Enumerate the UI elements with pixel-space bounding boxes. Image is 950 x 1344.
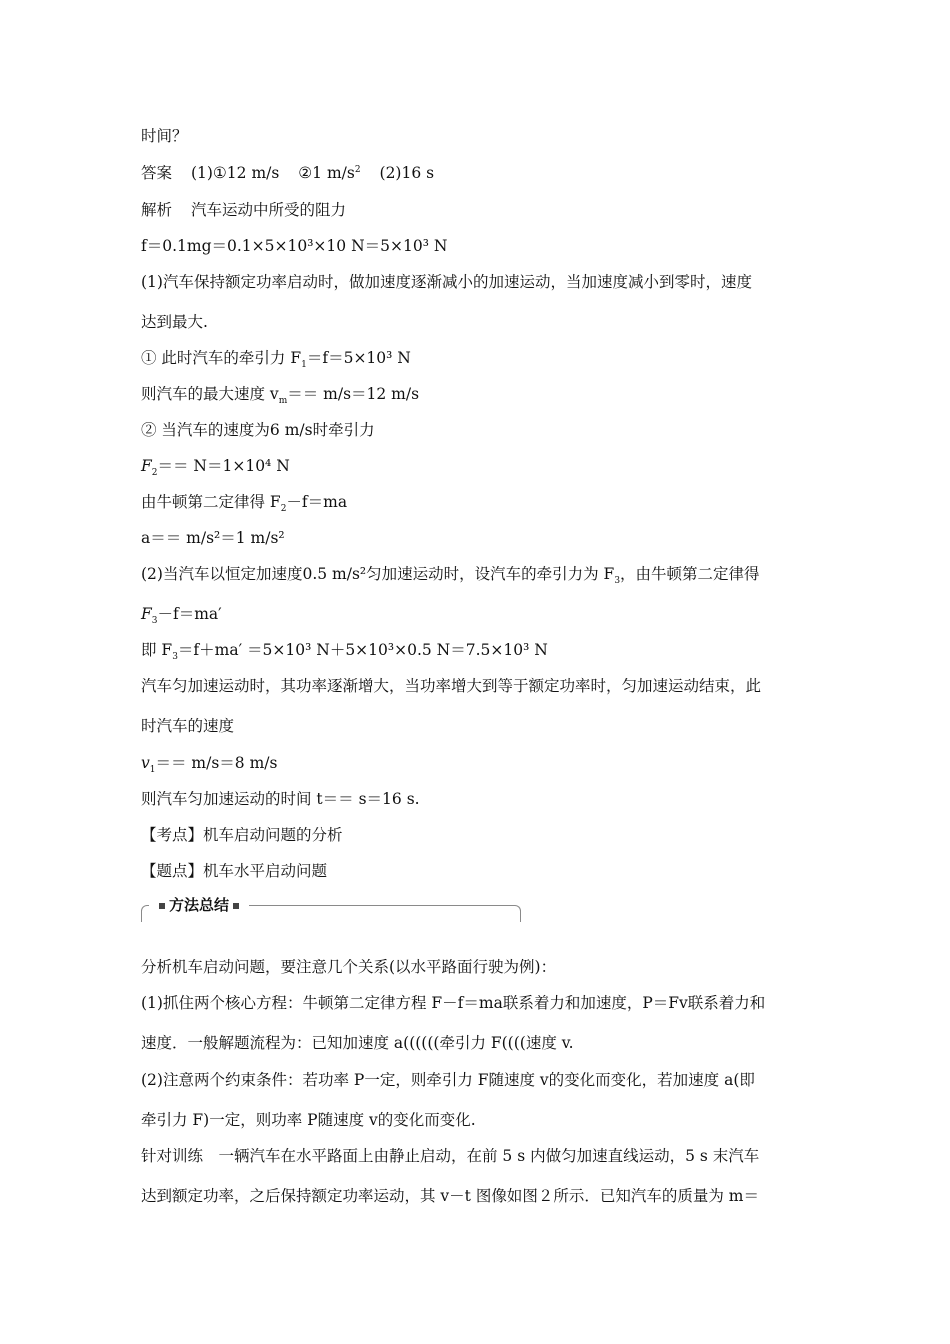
answer-part: (2)16 s [379, 164, 435, 182]
text-line [141, 993, 765, 1013]
line-text: 则汽车的最大速度 v [141, 385, 279, 403]
text-line [141, 456, 290, 479]
bullet-square-icon [159, 903, 165, 909]
line-text: (2)当汽车以恒定加速度0.5 m/s²匀加速运动时，设汽车的牵引力为 F [141, 565, 615, 583]
line-text: (1)汽车保持额定功率启动时，做加速度逐渐减小的加速运动，当加速度减小到零时，速度 [141, 273, 752, 291]
line-text: 达到额定功率，之后保持额定功率运动，其 v－t 图像如图２所示．已知汽车的质量为 m＝ [141, 1187, 759, 1205]
line-text: ＝＝ N＝1×10⁴ N [157, 457, 290, 475]
line-text: 由牛顿第二定律得 F [141, 493, 281, 511]
line-text: 达到最大. [141, 313, 208, 331]
text-line [141, 492, 348, 515]
line-text: a＝＝ m/s²＝1 m/s² [141, 529, 285, 547]
subscript: 3 [172, 652, 178, 663]
line-text: ＝＝ m/s＝12 m/s [287, 385, 420, 403]
bullet-square-icon [233, 903, 239, 909]
line-text: (1)抓住两个核心方程：牛顿第二定律方程 F－f＝ma联系着力和加速度，P＝Fv联系着力和 [141, 994, 766, 1012]
text-line [141, 957, 556, 977]
line-text: 时间？ [141, 127, 188, 145]
line-text: ，由牛顿第二定律得 [620, 565, 760, 583]
line-text: －f＝ma [286, 493, 348, 511]
line-text: 牵引力 F)一定，则功率 P随速度 v的变化而变化. [141, 1111, 476, 1129]
superscript: 2 [354, 164, 361, 175]
line-text: －f＝ma′ [157, 605, 222, 623]
subscript: 1 [149, 765, 156, 776]
line-text: 汽车运动中所受的阻力 [190, 201, 346, 219]
method-summary-heading [149, 895, 249, 915]
text-line [141, 564, 760, 587]
answer-part: (1)①12 m/s [190, 164, 280, 182]
line-text: 即 F [141, 641, 173, 659]
line-text: F [141, 605, 152, 623]
topic-line [141, 825, 343, 845]
text-line [141, 1033, 574, 1053]
text-line [141, 312, 208, 332]
text-line [141, 753, 278, 776]
line-text: v [141, 754, 150, 772]
analysis-label: 解析 [141, 201, 173, 219]
answer-label: 答案 [141, 164, 173, 182]
line-text: 【题点】机车水平启动问题 [141, 862, 328, 880]
answer-part: ②1 m/s [298, 164, 355, 182]
answer-line [141, 163, 434, 183]
subscript: 3 [614, 576, 621, 587]
text-line [141, 716, 234, 736]
line-text: 【考点】机车启动问题的分析 [141, 826, 343, 844]
text-line [141, 1186, 759, 1206]
text-line [141, 676, 761, 696]
text-line [141, 528, 285, 548]
subscript: 2 [280, 504, 287, 515]
line-text: F [141, 457, 152, 475]
line-text: ＝f＋ma′ ＝5×10³ N＋5×10³×0.5 N＝7.5×10³ N [177, 641, 548, 659]
text-line [141, 384, 420, 407]
line-text: ① 此时汽车的牵引力 F [141, 349, 302, 367]
text-line [141, 236, 447, 256]
line-text: 分析机车启动问题，要注意几个关系(以水平路面行驶为例)： [141, 958, 557, 976]
subtopic-line [141, 861, 327, 881]
line-text: ＝＝ m/s＝8 m/s [155, 754, 278, 772]
line-text: (2)注意两个约束条件：若功率 P一定，则牵引力 F随速度 v的变化而变化，若加速度 a(即 [141, 1071, 755, 1089]
subscript: 2 [151, 468, 158, 479]
text-line [141, 1110, 476, 1130]
text-line [141, 1146, 759, 1166]
subscript: m [278, 396, 288, 407]
line-text: 速度．一般解题流程为：已知加速度 a((((((牵引力 F((((速度 v. [141, 1034, 574, 1052]
text-line [141, 420, 375, 440]
line-text: f＝0.1mg＝0.1×5×10³×10 N＝5×10³ N [141, 237, 448, 255]
line-text: 时汽车的速度 [141, 717, 235, 735]
text-line [141, 789, 420, 809]
subscript: 1 [301, 360, 307, 371]
text-line [141, 640, 548, 663]
text-line [141, 1070, 755, 1090]
analysis-line [141, 200, 346, 220]
line-text: 汽车匀加速运动时，其功率逐渐增大，当功率增大到等于额定功率时，匀加速运动结束，此 [141, 677, 762, 695]
text-line [141, 272, 752, 292]
line-text: 针对训练 一辆汽车在水平路面上由静止启动，在前 5 s 内做匀加速直线运动，5 s 末汽车 [141, 1147, 760, 1165]
line-text: ② 当汽车的速度为6 m/s时牵引力 [141, 421, 375, 439]
text-line [141, 126, 188, 146]
line-text: ＝f＝5×10³ N [306, 349, 411, 367]
line-text: 则汽车匀加速运动的时间 t＝＝ s＝16 s. [141, 790, 420, 808]
text-line [141, 604, 222, 627]
subscript: 3 [151, 616, 158, 627]
heading-text: 方法总结 [169, 896, 230, 914]
text-line [141, 348, 411, 371]
